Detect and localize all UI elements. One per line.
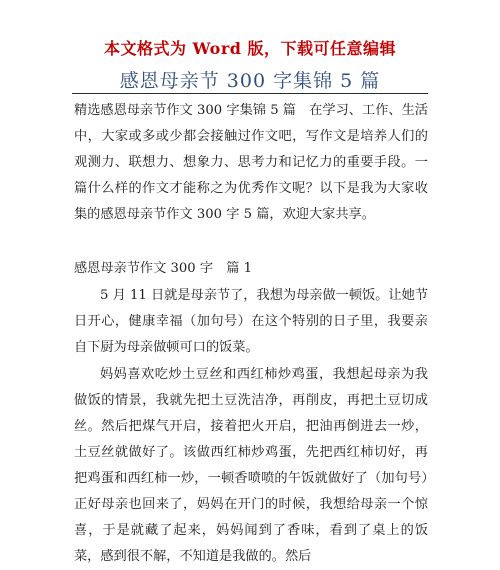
section-title: 感恩母亲节作文 300 字 篇 1 bbox=[74, 261, 253, 276]
article-paragraph-1: 5 月 11 日就是母亲节了，我想为母亲做一顿饭。让她节日开心，健康幸福（加句号）在这个特别的日子里，我要亲自下厨为母亲做顿可口的饭菜。 bbox=[74, 288, 428, 355]
article-paragraph-2: 妈妈喜欢吃炒土豆丝和西红柿炒鸡蛋，我想起母亲为我做饭的情景，我就先把土豆洗洁净，再削皮，再把土豆切成丝。然后把煤气开启，接着把火开启，把油再倒进去一炒，土豆丝就做好了。该做西红柿炒鸡蛋，先把西红柿切好，再把鸡蛋和西红柿一炒，一顿香喷喷的午饭就做好了（加句号）正好母亲也回来了，妈妈在开门的时候，我想给母亲一个惊喜，于是就藏了起来，妈妈闻到了香味，看到了桌上的饭菜，感到很不解，不知道是我做的。然后 bbox=[74, 367, 428, 564]
format-notice: 本文格式为 Word 版，下载可任意编辑 bbox=[103, 39, 397, 58]
document-title: 感恩母亲节 300 字集锦 5 篇 bbox=[119, 70, 381, 92]
title-divider bbox=[72, 93, 428, 94]
intro-paragraph: 精选感恩母亲节作文 300 字集锦 5 篇 在学习、工作、生活中，大家或多或少都会接触过作文吧，写作文是培养人们的观测力、联想力、想象力、思考力和记忆力的重要手段。一篇什么样的作文才能称之为优秀作文呢？以下是我为大家收集的感恩母亲节作文 300 字 5 篇，欢迎大家共享。 bbox=[74, 103, 428, 222]
